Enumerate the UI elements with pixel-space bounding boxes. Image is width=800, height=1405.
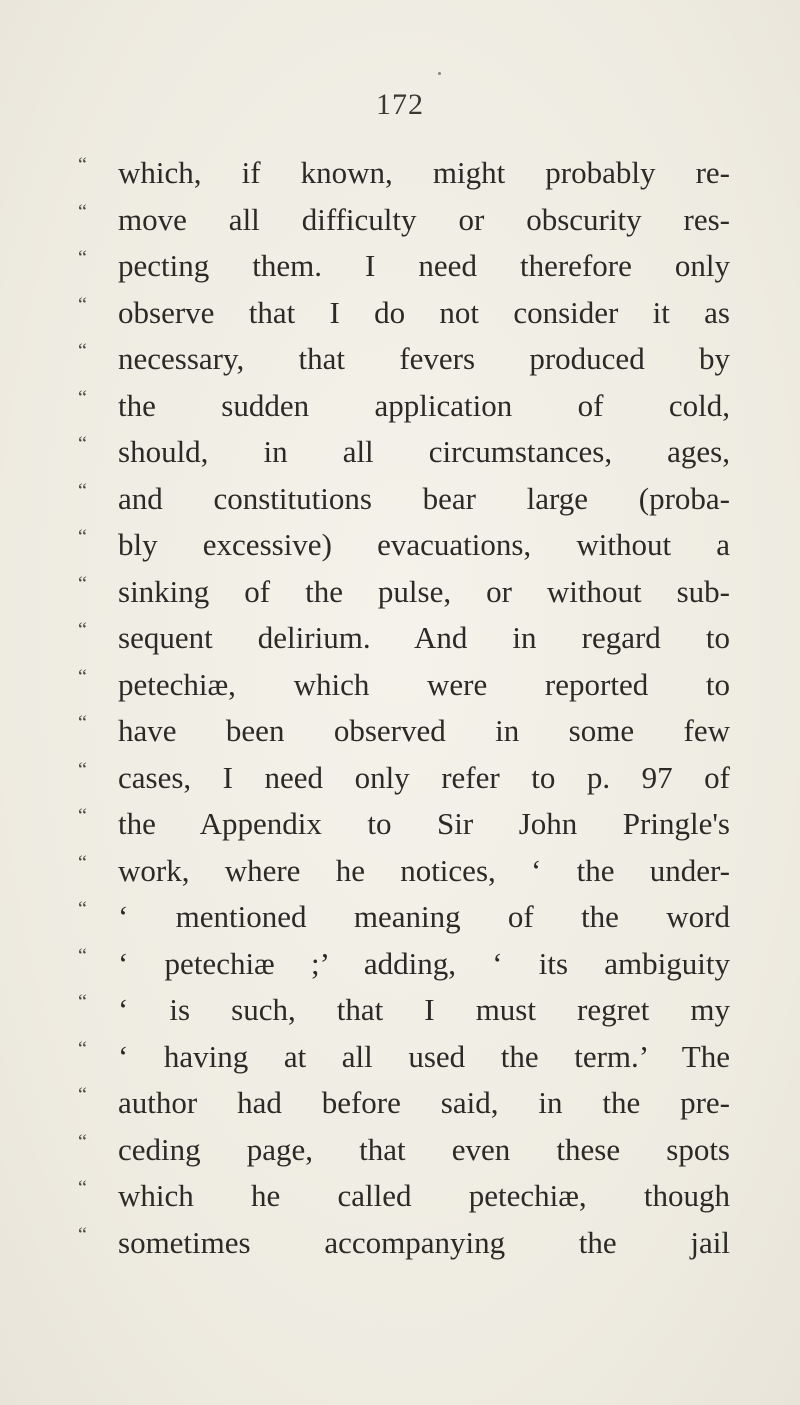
text-line	[0, 476, 800, 523]
quotation-mark: “	[78, 805, 87, 827]
quotation-mark: “	[78, 293, 87, 316]
quotation-mark: “	[78, 991, 87, 1013]
quotation-mark: “	[78, 665, 87, 688]
quotation-mark: “	[78, 154, 87, 176]
quotation-mark: “	[78, 758, 87, 781]
text-line	[0, 1127, 800, 1174]
line-text: should, in all circumstances, ages,	[118, 434, 730, 469]
quotation-mark: “	[78, 1223, 87, 1246]
line-text: author had before said, in the pre-	[118, 1085, 730, 1120]
line-text: ‘ having at all used the term.’ The	[118, 1038, 730, 1074]
line-text: and constitutions bear large (proba-	[118, 480, 730, 516]
line-text: ‘ is such, that I must regret my	[118, 992, 730, 1027]
text-line	[0, 150, 800, 197]
quotation-mark: “	[78, 479, 87, 502]
page-number: 172	[376, 88, 424, 121]
body-text	[0, 150, 800, 1266]
line-text: observe that I do not consider it as	[118, 294, 730, 330]
text-line	[0, 429, 800, 476]
text-line	[0, 801, 800, 848]
quotation-mark: “	[78, 572, 87, 595]
text-line	[0, 243, 800, 290]
quotation-mark: “	[78, 386, 87, 409]
quotation-mark: “	[78, 1177, 87, 1199]
line-text: sinking of the pulse, or without sub-	[118, 573, 730, 609]
quotation-mark: “	[78, 851, 87, 874]
quotation-mark: “	[78, 1130, 87, 1153]
line-text: cases, I need only refer to p. 97 of	[118, 759, 730, 795]
quotation-mark: “	[78, 898, 87, 920]
text-line	[0, 1080, 800, 1127]
line-text: have been observed in some few	[118, 713, 730, 748]
line-text: ceding page, that even these spots	[118, 1131, 730, 1167]
quotation-mark: “	[78, 1084, 87, 1106]
quotation-mark: “	[78, 200, 87, 223]
quotation-mark: “	[78, 1037, 87, 1060]
text-line	[0, 1173, 800, 1220]
quotation-mark: “	[78, 944, 87, 967]
text-line	[0, 1220, 800, 1267]
line-text: sequent delirium. And in regard to	[118, 620, 730, 655]
line-text: work, where he notices, ‘ the under-	[118, 852, 730, 888]
ink-speck	[438, 72, 441, 75]
text-line	[0, 569, 800, 616]
quotation-mark: “	[78, 433, 87, 455]
quotation-mark: “	[78, 526, 87, 548]
text-line	[0, 197, 800, 244]
line-text: ‘ mentioned meaning of the word	[118, 899, 730, 934]
text-line	[0, 894, 800, 941]
line-text: pecting them. I need therefore only	[118, 248, 730, 283]
text-line	[0, 522, 800, 569]
text-line	[0, 290, 800, 337]
quotation-mark: “	[78, 247, 87, 269]
text-line	[0, 615, 800, 662]
line-text: move all difficulty or obscurity res-	[118, 201, 730, 237]
text-line	[0, 383, 800, 430]
text-line	[0, 848, 800, 895]
text-line	[0, 755, 800, 802]
text-line	[0, 1034, 800, 1081]
quotation-mark: “	[78, 619, 87, 641]
line-text: which, if known, might probably re-	[118, 155, 730, 190]
text-line	[0, 941, 800, 988]
text-line	[0, 336, 800, 383]
line-text: ‘ petechiæ ;’ adding, ‘ its ambiguity	[118, 945, 730, 981]
line-text: the sudden application of cold,	[118, 387, 730, 423]
line-text: sometimes accompanying the jail	[118, 1224, 730, 1260]
quotation-mark: “	[78, 712, 87, 734]
line-text: the Appendix to Sir John Pringle's	[118, 806, 730, 841]
quotation-mark: “	[78, 340, 87, 362]
line-text: petechiæ, which were reported to	[118, 666, 730, 702]
line-text: bly excessive) evacuations, without a	[118, 527, 730, 562]
text-line	[0, 987, 800, 1034]
line-text: necessary, that fevers produced by	[118, 341, 730, 376]
text-line	[0, 662, 800, 709]
line-text: which he called petechiæ, though	[118, 1178, 730, 1213]
text-line	[0, 708, 800, 755]
